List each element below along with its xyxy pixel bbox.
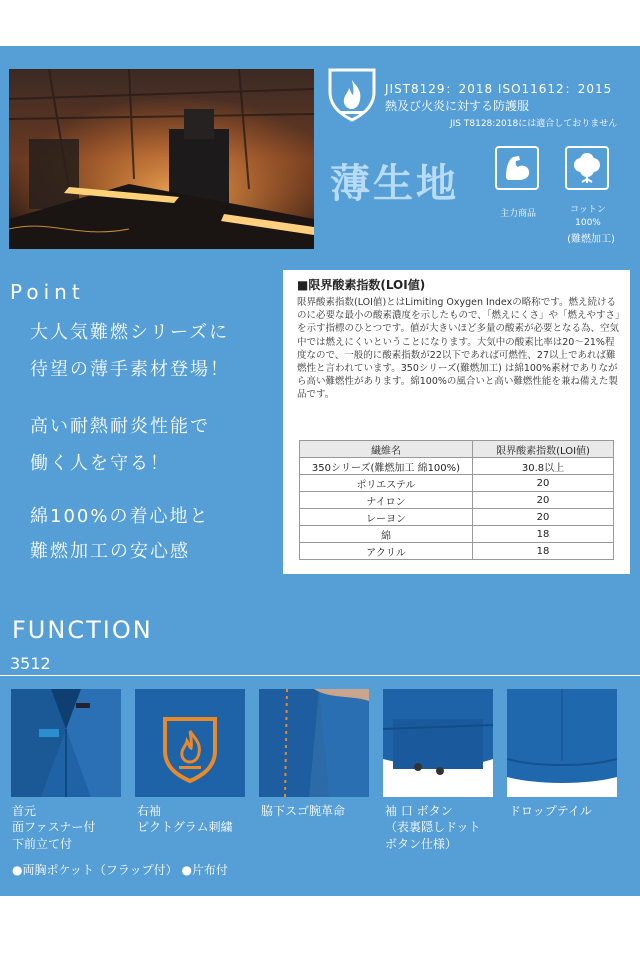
standard-note: JIS T8128:2018には適合しておりません xyxy=(450,119,618,129)
standard-line-2: 熱及び火炎に対する防護服 xyxy=(385,99,530,113)
fabric-label: 薄生地 xyxy=(330,161,459,207)
table-cell: 20 xyxy=(473,475,614,492)
divider xyxy=(0,675,640,676)
caption-collar: 面ファスナー付 xyxy=(12,820,96,834)
caption-drop-tail: ドロップテイル xyxy=(509,804,592,818)
table-cell: レーヨン xyxy=(300,509,473,526)
table-cell: 綿 xyxy=(300,526,473,543)
caption-sleeve: ピクトグラム刺繍 xyxy=(137,820,233,834)
table-row xyxy=(300,492,614,509)
steel-factory-photo xyxy=(9,69,314,249)
loi-table xyxy=(299,440,614,560)
badge-label-cotton-percent: 100% xyxy=(575,218,601,228)
table-row xyxy=(300,458,614,475)
bottom-white-strip xyxy=(0,896,640,960)
table-row xyxy=(300,475,614,492)
table-cell: 18 xyxy=(473,526,614,543)
flame-shield-icon xyxy=(326,66,378,122)
table-cell: 20 xyxy=(473,509,614,526)
function-title: FUNCTION xyxy=(12,616,153,644)
caption-sleeve: 右袖 xyxy=(137,804,162,818)
caption-cuff: ボタン仕様） xyxy=(385,837,458,851)
point-title: Point xyxy=(10,280,85,304)
muscle-arm-icon xyxy=(495,146,539,190)
cotton-icon xyxy=(565,146,609,190)
table-cell: 30.8以上 xyxy=(473,458,614,475)
cuff-button-photo xyxy=(383,689,493,797)
table-cell: アクリル xyxy=(300,543,473,560)
point-line: 高い耐熱耐炎性能で xyxy=(30,416,210,437)
column-header: 限界酸素指数(LOI値) xyxy=(473,441,614,458)
product-code: 3512 xyxy=(10,654,51,673)
table-row xyxy=(300,509,614,526)
sleeve-pictogram-photo xyxy=(135,689,245,797)
column-header: 繊維名 xyxy=(300,441,473,458)
point-line: 綿100%の着心地と xyxy=(30,506,210,527)
caption-collar: 下前立て付 xyxy=(12,837,73,851)
standard-line-1: JIST8129：2018 ISO11612：2015 xyxy=(385,82,613,96)
table-cell: 18 xyxy=(473,543,614,560)
table-cell: 20 xyxy=(473,492,614,509)
table-row xyxy=(300,526,614,543)
underarm-gusset-photo xyxy=(259,689,369,797)
caption-cuff: 袖 口 ボタン xyxy=(385,804,453,818)
loi-info-box xyxy=(283,270,630,574)
badge-label-flame-retardant: (難燃加工) xyxy=(567,234,615,245)
caption-collar: 首元 xyxy=(12,804,37,818)
top-white-strip xyxy=(0,0,640,46)
badge-label-cotton: コットン xyxy=(570,205,606,215)
loi-description: 限界酸素指数(LOI値)とはLimiting Oxygen Indexの略称です。燃え続けるのに必要な最小の酸素濃度を示したもので、「燃えにくさ」や「燃えやすさ」を示す指標のひとつです。値が大きいほど多量の酸素が必要となる為、空気中では燃えにくいということになります。大気中の酸素比率は20～21%程度なので、一般的に酸素指数が22以下であれば可燃性、27以上であれば難燃性と言われています。350シリーズ(難燃加工) は綿100%素材でありながら高い難燃性があります。綿100%の風合いと高い難燃性能を兼ね備えた製品です。 xyxy=(297,297,620,401)
caption-cuff: （表裏隠しドット xyxy=(385,820,481,834)
point-line: 待望の薄手素材登場！ xyxy=(30,359,230,380)
table-row xyxy=(300,543,614,560)
table-cell: ナイロン xyxy=(300,492,473,509)
loi-title: ■限界酸素指数(LOI値) xyxy=(297,278,426,292)
caption-underarm: 脇下スゴ腕革命 xyxy=(261,804,346,818)
badge-label-main-product: 主力商品 xyxy=(499,209,536,219)
table-header-row xyxy=(300,441,614,458)
table-cell: ポリエステル xyxy=(300,475,473,492)
collar-photo xyxy=(11,689,121,797)
feature-bullets: ●両胸ポケット（フラップ付） ●片布付 xyxy=(12,863,228,877)
drop-tail-photo xyxy=(507,689,617,797)
point-line: 働く人を守る！ xyxy=(30,453,170,474)
table-cell: 350シリーズ(難燃加工 綿100%) xyxy=(300,458,473,475)
point-line: 大人気難燃シリーズに xyxy=(30,322,230,343)
point-line: 難燃加工の安心感 xyxy=(30,541,190,562)
